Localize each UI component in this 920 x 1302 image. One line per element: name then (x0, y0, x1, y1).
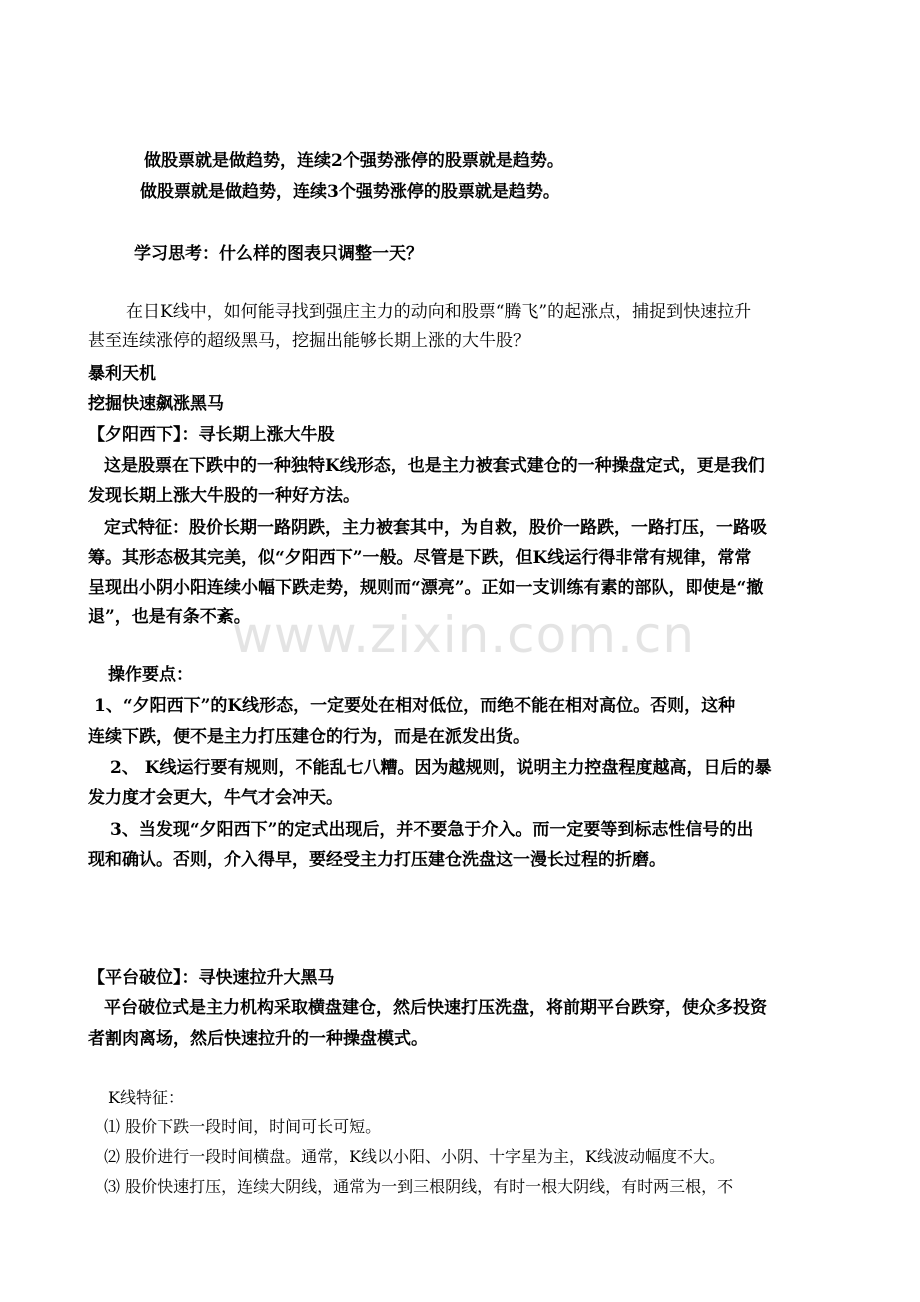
para-1-line-2: 发现长期上涨大牛股的一种好方法。 (88, 486, 360, 506)
para-2-line-2: 筹。其形态极其完美，似“夕阳西下”一般。尽管是下跌，但K线运行得非常有规律，常常 (88, 548, 752, 568)
line-1: 做股票就是做趋势，连续2个强势涨停的股票就是趋势。 (144, 151, 564, 171)
op-2-line-2: 发力度才会更大，牛气才会冲天。 (88, 788, 343, 808)
op-2-line-1: 2、 K线运行要有规则，不能乱七八糟。因为越规则，说明主力控盘程度越高，日后的暴 (110, 758, 772, 778)
k-feature-2: ⑵ 股价进行一段时间横盘。通常，K线以小阳、小阴、十字星为主，K线波动幅度不大。 (104, 1147, 725, 1166)
heading-2: 挖掘快速飙涨黑马 (88, 394, 224, 414)
watermark: www.zixin.com.cn (232, 606, 696, 664)
k-feature-3: ⑶ 股价快速打压，连续大阴线，通常为一到三根阴线，有时一根大阴线，有时两三根，不 (104, 1177, 734, 1196)
op-title: 操作要点： (108, 665, 193, 685)
op-3-line-1: 3、当发现“夕阳西下”的定式出现后，并不要急于介入。而一定要等到标志性信号的出 (110, 820, 754, 840)
para-2-line-4: 退”，也是有条不紊。 (88, 607, 251, 627)
line-4: 在日K线中，如何能寻找到强庄主力的动向和股票“腾飞”的起涨点，捕捉到快速拉升 (126, 302, 752, 322)
line-5: 甚至连续涨停的超级黑马，挖掘出能够长期上涨的大牛股？ (88, 331, 530, 351)
k-features-title: K线特征： (108, 1088, 184, 1107)
section-title-1: 【夕阳西下】：寻长期上涨大牛股 (88, 425, 335, 445)
para-2-line-1: 定式特征：股价长期一路阴跌，主力被套其中，为自救，股价一路跌，一路打压，一路吸 (104, 518, 767, 538)
op-1-line-1: 1、“夕阳西下”的K线形态，一定要处在相对低位，而绝不能在相对高位。否则，这种 (94, 696, 736, 716)
k-feature-1: ⑴ 股价下跌一段时间，时间可长可短。 (104, 1117, 382, 1136)
line-2: 做股票就是做趋势，连续3个强势涨停的股票就是趋势。 (140, 182, 560, 202)
para-2-line-3: 呈现出小阴小阳连续小幅下跌走势，规则而“漂亮”。正如一支训练有素的部队，即使是“撤 (88, 578, 764, 598)
para-3-line-2: 者割肉离场，然后快速拉升的一种操盘模式。 (88, 1029, 428, 1049)
para-1-line-1: 这是股票在下跌中的一种独特K线形态，也是主力被套式建仓的一种操盘定式，更是我们 (104, 456, 765, 476)
line-3: 学习思考：什么样的图表只调整一天？ (134, 244, 423, 264)
op-3-line-2: 现和确认。否则，介入得早，要经受主力打压建仓洗盘这一漫长过程的折磨。 (88, 850, 666, 870)
op-1-line-2: 连续下跌，便不是主力打压建仓的行为，而是在派发出货。 (88, 727, 530, 747)
para-3-line-1: 平台破位式是主力机构采取横盘建仓，然后快速打压洗盘，将前期平台跌穿，使众多投资 (104, 998, 767, 1018)
heading-1: 暴利天机 (88, 364, 156, 384)
section-title-2: 【平台破位】：寻快速拉升大黑马 (88, 968, 335, 988)
